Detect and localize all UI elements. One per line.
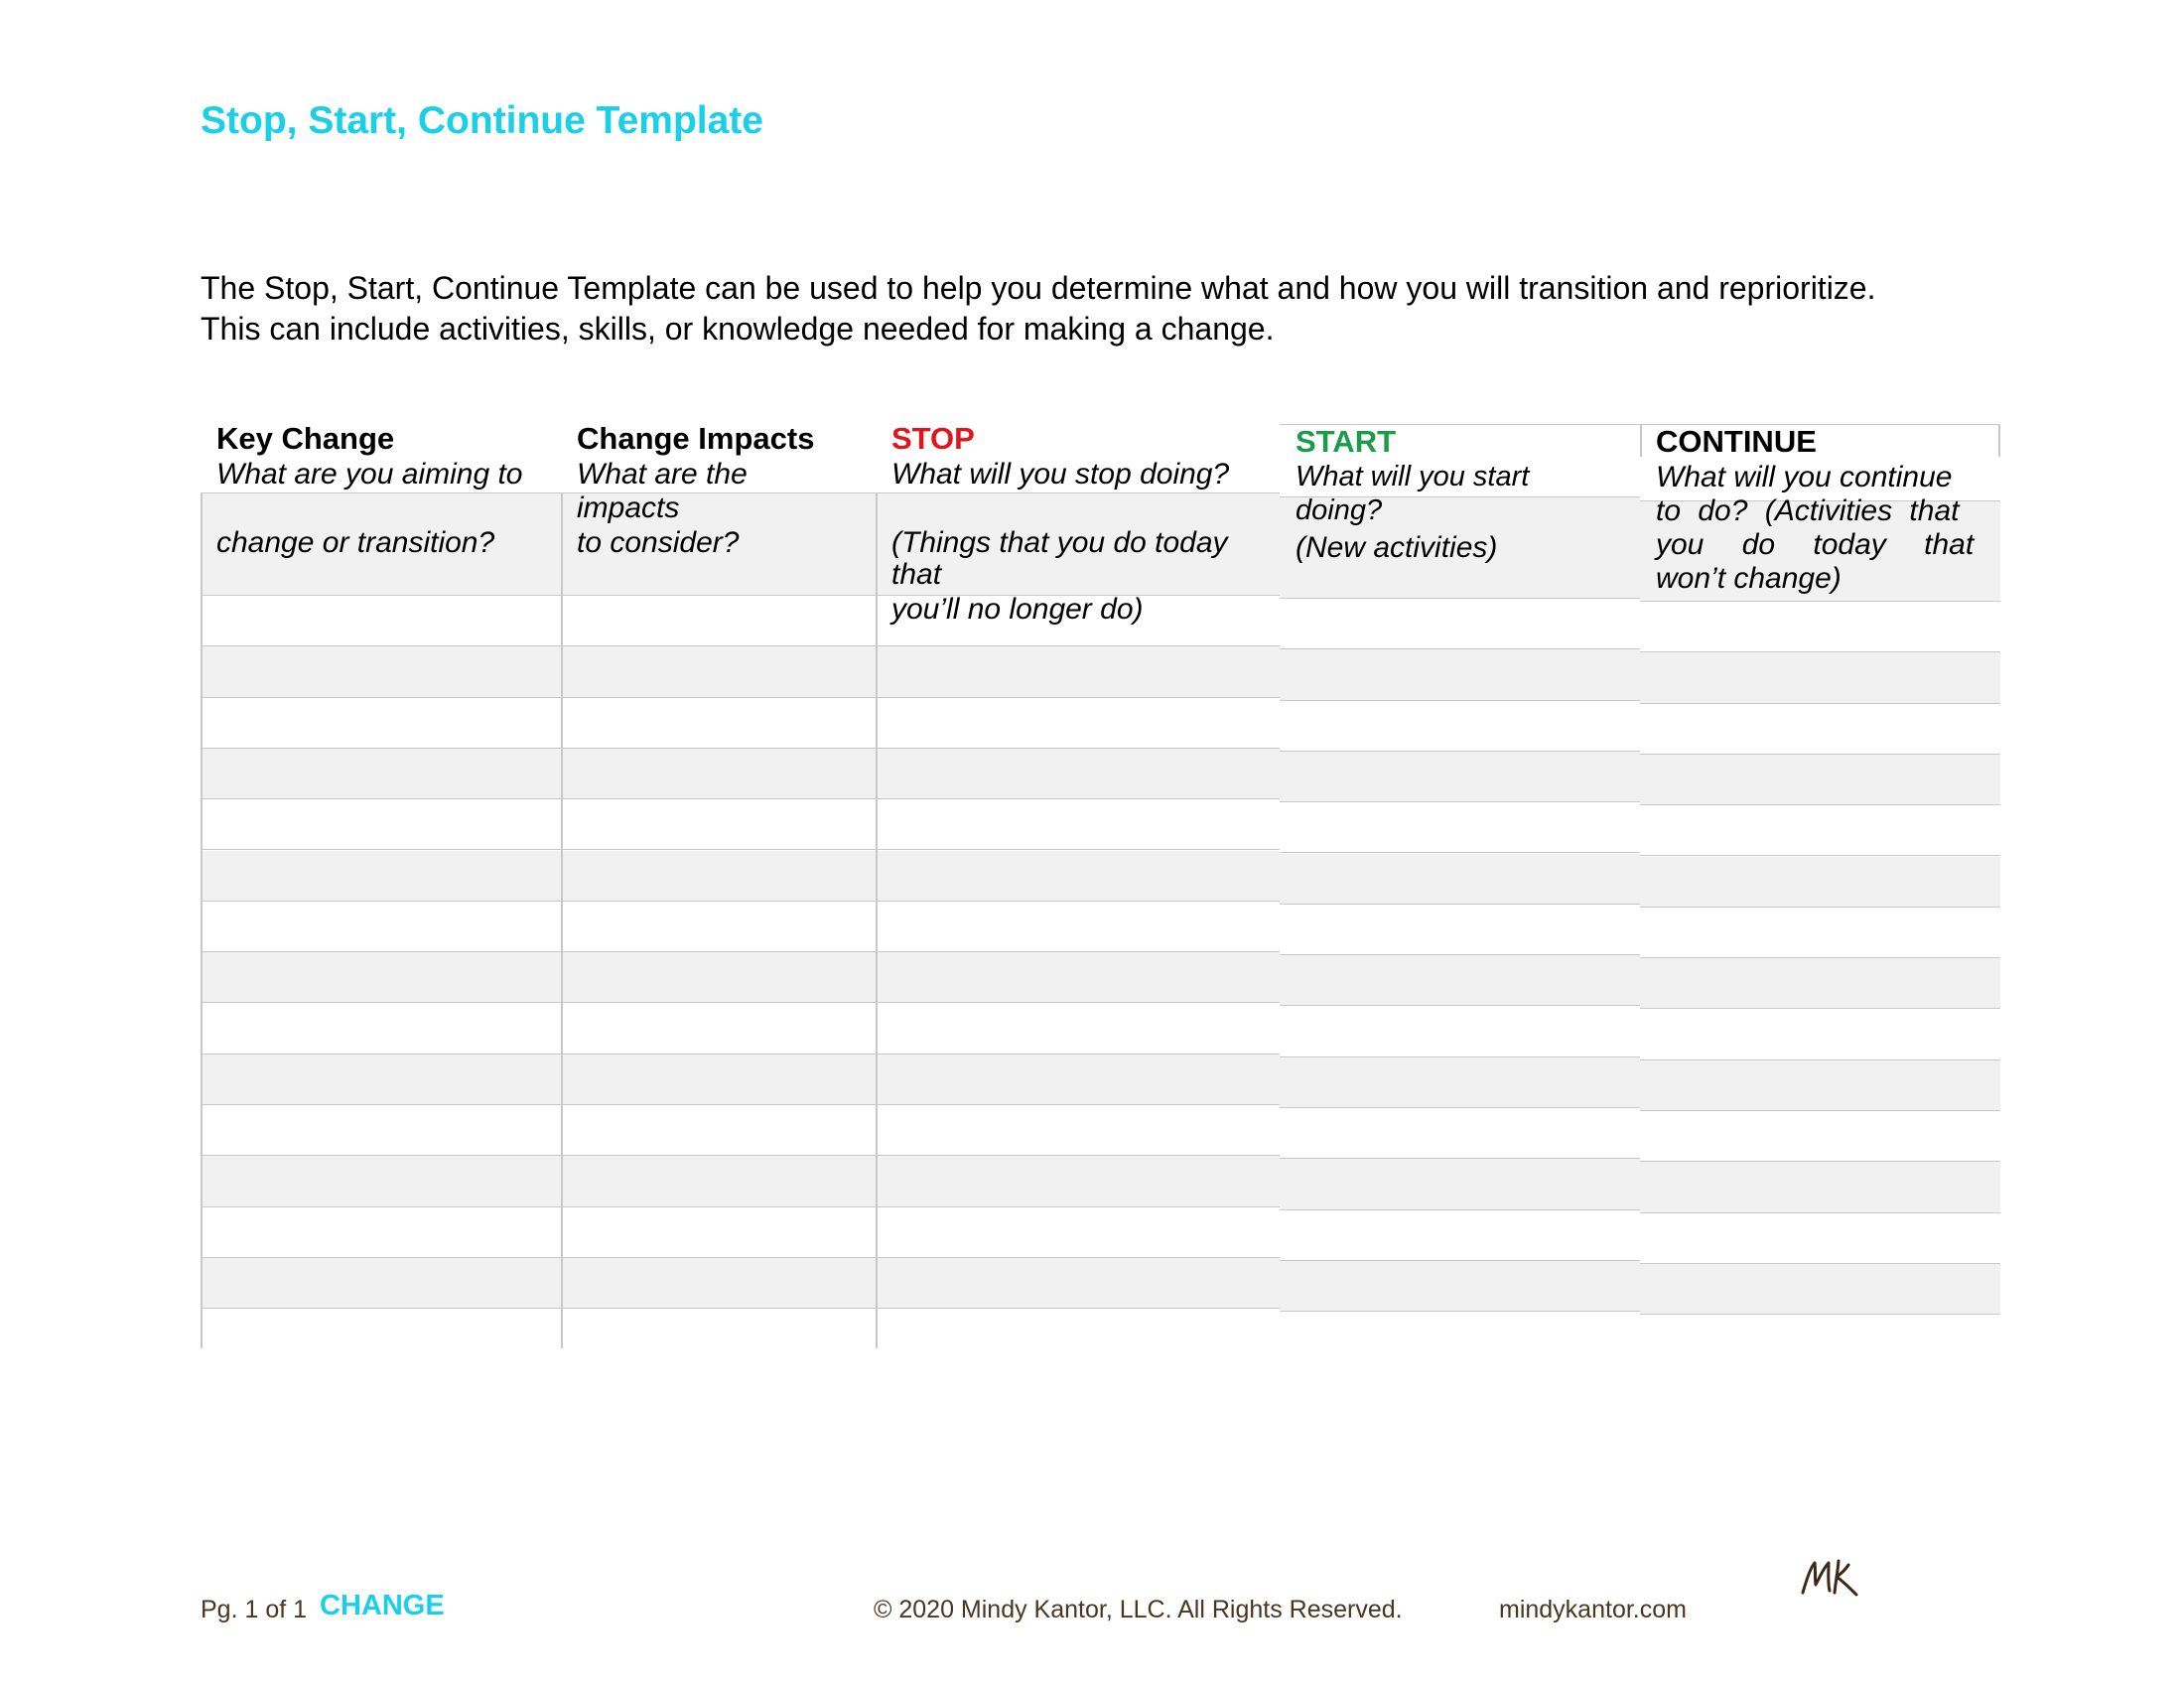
intro-line-2: This can include activities, skills, or knowledge needed for making a change. [201,311,1275,347]
table-row[interactable] [201,952,1280,1003]
table-row[interactable] [1640,908,2000,958]
table-row[interactable] [201,749,1280,799]
stop-sub-4: you’ll no longer do) [891,593,1144,626]
table-row[interactable] [1280,955,1640,1006]
copyright: © 2020 Mindy Kantor, LLC. All Rights Reserved. [874,1596,1403,1623]
column-divider-1 [561,493,563,1348]
key-change-sub-1: What are you aiming to [216,458,523,491]
website-link[interactable]: mindykantor.com [1499,1596,1687,1623]
table-row[interactable] [201,1003,1280,1054]
table-row[interactable] [1640,1060,2000,1111]
table-row[interactable] [1640,958,2000,1009]
change-impacts-title: Change Impacts [577,421,815,456]
start-sub-2: doing? [1296,494,1383,526]
start-title: START [1296,424,1397,459]
start-sub-1: What will you start [1296,461,1530,492]
table-row[interactable] [1280,649,1640,700]
start-table [1280,424,1640,1319]
table-row[interactable] [1280,854,1640,905]
table-row[interactable] [1280,905,1640,955]
left-table [201,417,1280,1348]
table-row[interactable] [1640,1213,2000,1264]
left-table-border [201,493,203,1348]
continue-sub-3: you do today that [1656,528,1975,561]
continue-right-border [1998,424,2000,457]
table-row[interactable] [1280,1210,1640,1261]
table-row[interactable] [1280,802,1640,853]
stop-sub-1: What will you stop doing? [891,458,1230,491]
table-row[interactable] [1640,652,2000,703]
table-row[interactable] [1640,1162,2000,1212]
table-row[interactable] [1640,755,2000,805]
table-row[interactable] [201,698,1280,749]
continue-sub-4: won’t change) [1656,562,1842,595]
table-row[interactable] [201,1156,1280,1206]
table-row[interactable] [1280,1006,1640,1056]
table-row[interactable] [1640,602,2000,652]
table-row[interactable] [201,799,1280,850]
table-row[interactable] [1640,1264,2000,1315]
table-row[interactable] [1280,701,1640,752]
start-sub-3: (New activities) [1296,531,1498,564]
stop-title: STOP [891,421,975,456]
mk-signature-icon [1799,1557,1860,1599]
stop-sub-3: that [891,558,942,591]
table-row[interactable] [201,1105,1280,1156]
column-divider-2 [876,493,878,1348]
category-tag: CHANGE [320,1590,445,1621]
table-row[interactable] [1640,1009,2000,1059]
table-row[interactable] [1280,1261,1640,1312]
intro-text [201,268,2007,350]
table-row[interactable] [1640,1111,2000,1162]
continue-left-border [1640,424,1642,457]
table-row[interactable] [201,1055,1280,1105]
table-row[interactable] [201,646,1280,697]
continue-title: CONTINUE [1656,424,1817,459]
page-number: Pg. 1 of 1 [201,1596,308,1623]
table-row[interactable] [1640,704,2000,755]
key-change-sub-2: change or transition? [216,526,495,559]
table-row[interactable] [1280,599,1640,649]
page-title: Stop, Start, Continue Template [201,99,763,142]
table-row[interactable] [1280,1108,1640,1159]
table-row[interactable] [201,1258,1280,1309]
continue-table [1640,424,2000,1323]
table-row[interactable] [1280,752,1640,802]
change-impacts-sub-2: impacts [577,492,680,524]
table-row[interactable] [201,1207,1280,1258]
intro-line-1: The Stop, Start, Continue Template can be used to help you determine what and how you will transition and reprioritize. [201,270,1876,306]
change-impacts-sub-3: to consider? [577,526,740,559]
table-row[interactable] [201,902,1280,952]
change-impacts-sub-1: What are the [577,458,748,491]
stop-sub-2: (Things that you do today [891,526,1228,559]
table-row[interactable] [1640,805,2000,856]
key-change-title: Key Change [216,421,395,456]
table-row[interactable] [201,851,1280,902]
table-row[interactable] [1280,1057,1640,1108]
continue-sub-2: to do? (Activities that [1656,494,1960,527]
table-row[interactable] [1280,1159,1640,1209]
signature-logo [1799,1557,1860,1604]
continue-sub-1: What will you continue [1656,461,1953,493]
table-row[interactable] [1640,857,2000,908]
